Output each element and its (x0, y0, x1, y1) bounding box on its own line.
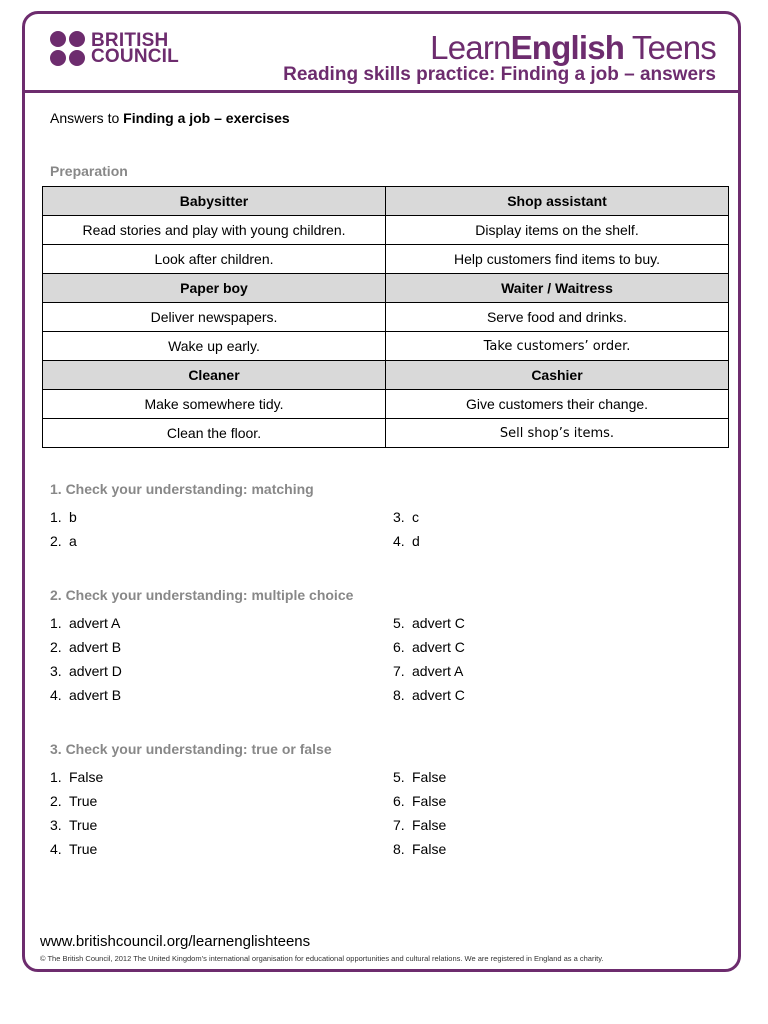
answer-value: advert C (412, 615, 465, 631)
answer-item (393, 770, 446, 794)
answer-number: 8. (393, 841, 405, 857)
answer-value: False (412, 793, 447, 809)
answer-item (393, 818, 446, 842)
footer-url: www.britishcouncil.org/learnenglishteens (40, 933, 311, 950)
answer-number: 5. (393, 769, 405, 785)
answer-value: advert B (69, 687, 122, 703)
british-council-dots-icon (50, 31, 85, 66)
job-title-cell: Shop assistant (386, 187, 729, 216)
british-council-wordmark: BRITISH COUNCIL (91, 29, 179, 67)
answer-value: False (412, 769, 447, 785)
answer-number: 7. (393, 817, 405, 833)
answer-item (50, 794, 103, 818)
task-cell: Sell shop’s items. (386, 419, 729, 448)
job-title-cell: Babysitter (43, 187, 386, 216)
answer-number: 1. (50, 509, 62, 525)
answer-number: 2. (50, 793, 62, 809)
task-cell: Give customers their change. (386, 390, 729, 419)
answer-value: True (69, 841, 98, 857)
preparation-heading: Preparation (50, 163, 128, 179)
answer-item (393, 664, 465, 688)
answer-value: False (412, 817, 447, 833)
answer-item (50, 688, 122, 712)
answer-number: 3. (393, 509, 405, 525)
page-title: Reading skills practice: Finding a job – answers (283, 64, 716, 85)
answer-number: 4. (393, 533, 405, 549)
answer-item (393, 794, 446, 818)
job-title-cell: Cleaner (43, 361, 386, 390)
learnenglish-teens-logo: LearnEnglish Teens (430, 29, 716, 66)
answer-value: advert D (69, 663, 122, 679)
answer-value: d (412, 533, 420, 549)
task-cell: Serve food and drinks. (386, 303, 729, 332)
task-cell: Display items on the shelf. (386, 216, 729, 245)
task-cell: Clean the floor. (43, 419, 386, 448)
answer-value: True (69, 817, 98, 833)
answer-value: b (69, 509, 77, 525)
answer-number: 2. (50, 533, 62, 549)
answers-right-column (393, 616, 465, 712)
answers-left-column (50, 770, 103, 866)
answer-number: 8. (393, 687, 405, 703)
answer-item (50, 510, 77, 534)
table-header-row (43, 274, 729, 303)
answer-value: advert B (69, 639, 122, 655)
answer-value: advert C (412, 687, 465, 703)
british-council-logo (50, 31, 179, 66)
answer-item (393, 640, 465, 664)
task-cell: Wake up early. (43, 332, 386, 361)
answer-number: 6. (393, 639, 405, 655)
answer-value: advert A (412, 663, 464, 679)
table-row (43, 332, 729, 361)
answer-value: c (412, 509, 419, 525)
answers-left-column (50, 510, 77, 558)
table-header-row (43, 361, 729, 390)
answer-value: advert A (69, 615, 121, 631)
preparation-table (42, 186, 729, 448)
answer-item (393, 688, 465, 712)
answer-item (393, 534, 420, 558)
answer-item (50, 640, 122, 664)
job-title-cell: Waiter / Waitress (386, 274, 729, 303)
answer-value: False (69, 769, 104, 785)
task-cell: Read stories and play with young children. (43, 216, 386, 245)
answer-value: False (412, 841, 447, 857)
footer-copyright: © The British Council, 2012 The United Kingdom’s international organisation for educational opportunities and cultural relations. We are registered in England as a charity. (40, 954, 604, 963)
task-cell: Deliver newspapers. (43, 303, 386, 332)
answer-number: 4. (50, 841, 62, 857)
answer-number: 3. (50, 663, 62, 679)
table-row (43, 390, 729, 419)
answer-number: 4. (50, 687, 62, 703)
answer-item (393, 842, 446, 866)
answer-item (393, 616, 465, 640)
answer-number: 7. (393, 663, 405, 679)
header-divider (22, 90, 741, 93)
answers-right-column (393, 770, 446, 866)
answer-value: a (69, 533, 77, 549)
task-cell: Look after children. (43, 245, 386, 274)
job-title-cell: Paper boy (43, 274, 386, 303)
answer-number: 1. (50, 615, 62, 631)
answer-item (50, 664, 122, 688)
table-row (43, 419, 729, 448)
answer-number: 1. (50, 769, 62, 785)
table-row (43, 245, 729, 274)
table-row (43, 216, 729, 245)
answer-item (393, 510, 420, 534)
answers-left-column (50, 616, 122, 712)
intro-text: Answers to Finding a job – exercises (50, 110, 290, 126)
section1-heading: 1. Check your understanding: matching (50, 481, 314, 497)
answer-number: 5. (393, 615, 405, 631)
answer-item (50, 842, 103, 866)
answer-number: 2. (50, 639, 62, 655)
task-cell: Help customers find items to buy. (386, 245, 729, 274)
answer-item (50, 534, 77, 558)
job-title-cell: Cashier (386, 361, 729, 390)
answers-right-column (393, 510, 420, 558)
answer-item (50, 616, 122, 640)
section2-heading: 2. Check your understanding: multiple choice (50, 587, 354, 603)
answer-value: advert C (412, 639, 465, 655)
answer-item (50, 818, 103, 842)
answer-value: True (69, 793, 98, 809)
answer-item (50, 770, 103, 794)
section3-heading: 3. Check your understanding: true or false (50, 741, 332, 757)
table-row (43, 303, 729, 332)
table-header-row (43, 187, 729, 216)
task-cell: Take customers’ order. (386, 332, 729, 361)
answer-number: 6. (393, 793, 405, 809)
answer-number: 3. (50, 817, 62, 833)
task-cell: Make somewhere tidy. (43, 390, 386, 419)
